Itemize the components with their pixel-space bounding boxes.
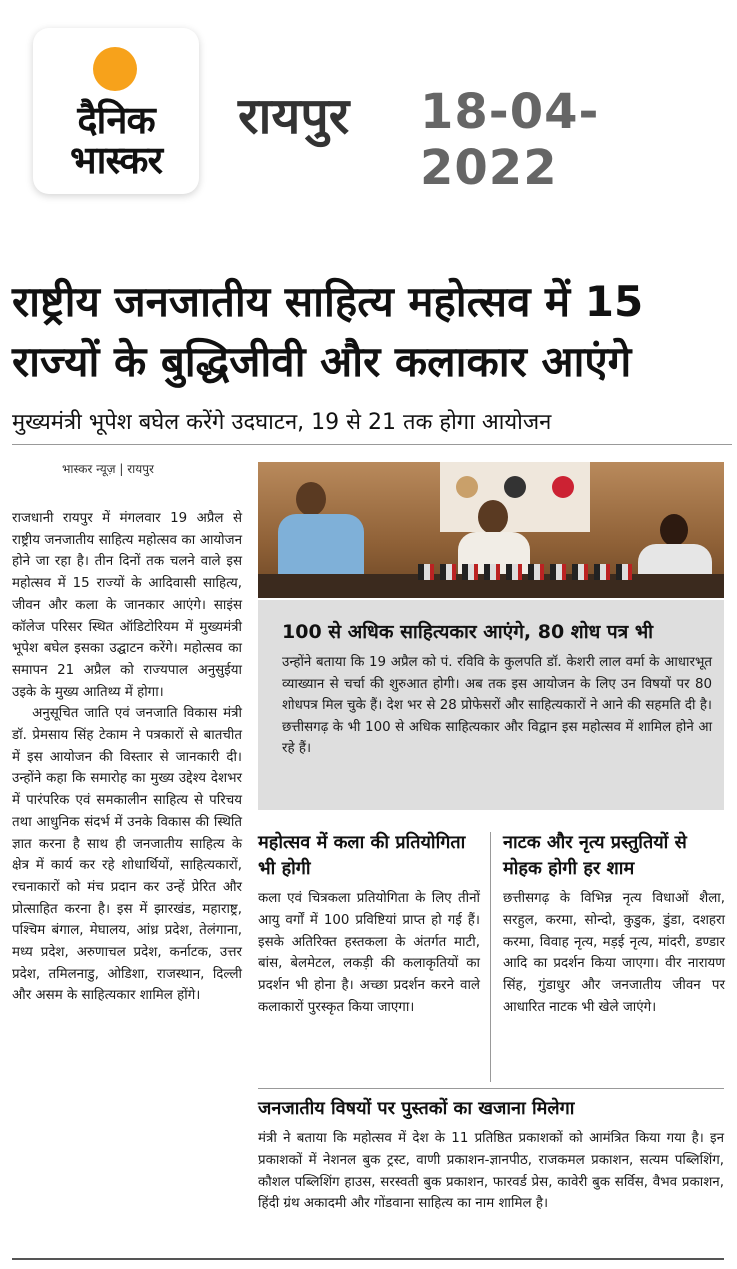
column-divider (490, 832, 491, 1082)
newspaper-logo (33, 28, 199, 194)
byline: भास्कर न्यूज़ | रायपुर (62, 462, 154, 476)
backdrop-banner (440, 462, 590, 532)
sun-icon (93, 47, 137, 91)
emblem-icon (456, 476, 478, 498)
press-conference-photo (258, 462, 724, 598)
headline (12, 272, 732, 392)
section-books-heading: जनजातीय विषयों पर पुस्तकों का खजाना मिलेगा (258, 1098, 575, 1119)
left-column (12, 508, 242, 1007)
edition-city: रायपुर (238, 87, 350, 145)
logo-line-1: दैनिक (77, 98, 155, 142)
bottom-rule (12, 1258, 724, 1260)
headline-line-1: राष्ट्रीय जनजातीय साहित्य महोत्सव में 15 (12, 277, 644, 326)
edition-date: 18-04-2022 (420, 84, 600, 196)
paragraph-intro: राजधानी रायपुर में मंगलवार 19 अप्रैल से राष्ट्रीय जनजातीय साहित्य महोत्सव का आयोजन होने जा रहा है। तीन दिनों तक चलने वाले इस महोत्सव में 15 राज्यों के आदिवासी साहित्य, जीवन और कला के जानकार आएंगे। साइंस कॉलेज परिसर स्थित ऑडिटोरियम में मुख्यमंत्री भूपेश बघेल इसका उद्घाटन करेंगे। महोत्सव का समापन 21 अप्रैल को राज्यपाल अनुसुईया उइके के मुख्य आतिथ्य में होगा। (12, 511, 242, 700)
box-body: उन्होंने बताया कि 19 अप्रैल को पं. रविवि के कुलपति डॉ. केशरी लाल वर्मा के आधारभूत व्याख्यान से चर्चा की शुरुआत होगी। अब तक इस आयोजन के लिए उन विषयों पर 80 शोधपत्र मिल चुके हैं। देश भर से 28 प्रोफेसरों और साहित्यकारों ने आने की सहमति दी है। छत्तीसगढ़ के भी 100 से अधिक साहित्यकार और विद्वान इस महोत्सव में शामिल होने आ रहे हैं। (282, 655, 712, 757)
section-drama-dance-heading: नाटक और नृत्य प्रस्तुतियों से मोहक होगी हर शाम (503, 832, 687, 879)
headline-line-2: राज्यों के बुद्धिजीवी और कलाकार आएंगे (12, 337, 632, 386)
section-art-competition-body: कला एवं चित्रकला प्रतियोगिता के लिए तीनों आयु वर्गों में 100 प्रविष्टियां प्राप्त हो गई हैं। इसके अतिरिक्त हस्तकला के अंतर्गत माटी, बांस, बेलमेटल, लकड़ी की कलाकृतियों का प्रदर्शन भी होना है। अच्छा प्रदर्शन करने वाले कलाकारों पुरस्कृत किया जाएगा। (258, 891, 480, 1015)
highlight-box (258, 600, 724, 810)
box-heading: 100 से अधिक साहित्यकार आएंगे, 80 शोध पत्र भी (282, 621, 654, 643)
portrait-icon (504, 476, 526, 498)
section-drama-dance-body: छत्तीसगढ़ के विभिन्न नृत्य विधाओं शैला, सरहुल, करमा, सोन्दो, कुडुक, डुंडा, दशहरा करमा, विवाह नृत्य, मड़ई नृत्य, मांदरी, डण्डार आदि का प्रदर्शन किया जाएगा। वीर नारायण सिंह, गुंडाधुर और जनजातीय जीवन पर आधारित नाटक भी खेले जाएंगे। (503, 891, 725, 1015)
microphones (418, 564, 638, 580)
subheadline: मुख्यमंत्री भूपेश बघेल करेंगे उदघाटन, 19 से 21 तक होगा आयोजन (12, 408, 732, 445)
logo-line-2: भास्कर (69, 138, 163, 182)
section-divider (258, 1088, 724, 1089)
paragraph-minister: अनुसूचित जाति एवं जनजाति विकास मंत्री डॉ. प्रेमसाय सिंह टेकाम ने पत्रकारों से बातचीत में इस आयोजन की विस्तार से जानकारी दी। उन्होंने कहा कि समारोह का मुख्य उद्देश्य देशभर में पारंपरिक एवं समकालीन साहित्य से परिचय तथा आधुनिक संदर्भ में उनके विकास की स्थिति ज्ञात करना है साथ ही जनजातीय साहित्य के क्षेत्र में कार्य कर रहे शोधार्थियों, साहित्यकारों, रचनाकारों को मंच प्रदान कर उन्हें प्रेरित और प्रोत्साहित करना है। इस में झारखंड, महाराष्ट्र, पश्चिम बंगाल, मेघालय, आंध्र प्रदेश, तेलंगाना, मध्य प्रदेश, अरुणाचल प्रदेश, कर्नाटक, उत्तर प्रदेश, तमिलनाडु, ओडिशा, राजस्थान, दिल्ली और असम के साहित्यकार शामिल होंगे। (12, 706, 242, 1004)
section-books-body: मंत्री ने बताया कि महोत्सव में देश के 11 प्रतिष्ठित प्रकाशकों को आमंत्रित किया गया है। इन प्रकाशकों में नेशनल बुक ट्रस्ट, वाणी प्रकाशन-ज्ञानपीठ, राजकमल प्रकाशन, सत्यम पब्लिशिंग, कौशल पब्लिशिंग हाउस, सरस्वती बुक प्रकाशन, फारवर्ड प्रेस, कावेरी बुक सर्विस, वैभव प्रकाशन, हिंदी ग्रंथ अकादमी और गोंडवाना साहित्य का नाम शामिल है। (258, 1131, 724, 1212)
logo-mark-icon (552, 476, 574, 498)
section-art-competition-heading: महोत्सव में कला की प्रतियोगिता भी होगी (258, 832, 466, 879)
